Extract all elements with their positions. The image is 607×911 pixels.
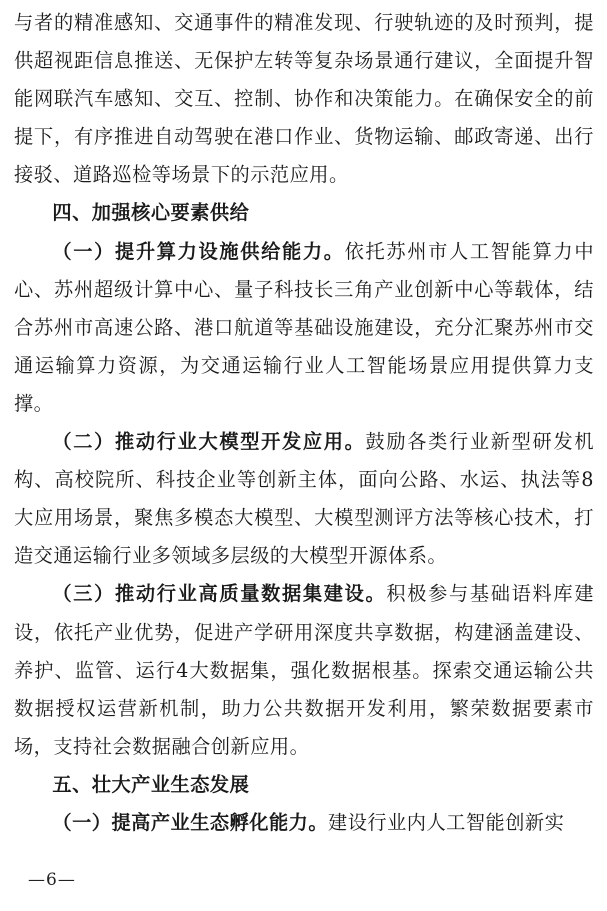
body-paragraph-4-1 [14, 233, 594, 423]
paragraph-text: 鼓励各类行业新型研发机构、高校院所、科技企业等创新主体，面向公路、水运、执法等8大应用场景，聚焦多模态大模型、大模型测评方法等核心技术，打造交通运输行业多领域多层级的大模型开源体系。 [14, 430, 595, 568]
body-paragraph-continuation [14, 4, 594, 194]
document-body [14, 4, 594, 842]
body-paragraph-4-3 [14, 575, 594, 765]
paragraph-text: 与者的精准感知、交通事件的精准发现、行驶轨迹的及时预判，提供超视距信息推送、无保护左转等复杂场景通行建议，全面提升智能网联汽车感知、交互、控制、协作和决策能力。在确保安全的前提下，有序推进自动驾驶在港口作业、货物运输、邮政寄递、出行接驳、道路巡检等场景下的示范应用。 [14, 11, 594, 187]
section-heading-5: 五、壮大产业生态发展 [52, 772, 250, 796]
paragraph-lead-heading: （三）推动行业高质量数据集建设。 [52, 582, 387, 606]
paragraph-text: 积极参与基础语料库建设，依托产业优势，促进产学研用深度共享数据，构建涵盖建设、养护、监管、运行4大数据集，强化数据根基。探索交通运输公共数据授权运营新机制，助力公共数据开发利用，繁荣数据要素市场，支持社会数据融合创新应用。 [14, 582, 595, 758]
paragraph-lead-heading: （二）推动行业大模型开发应用。 [52, 430, 366, 454]
body-paragraph-4-2 [14, 423, 594, 575]
body-paragraph-5-1 [14, 804, 594, 842]
paragraph-lead-heading: （一）提高产业生态孵化能力。 [52, 810, 329, 834]
section-heading-4: 四、加强核心要素供给 [52, 201, 250, 225]
paragraph-text: 建设行业内人工智能创新实 [328, 810, 565, 834]
paragraph-lead-heading: （一）提升算力设施供给能力。 [52, 239, 345, 263]
page-number: —6— [28, 870, 76, 890]
paragraph-text: 依托苏州市人工智能算力中心、苏州超级计算中心、量子科技长三角产业创新中心等载体，结合苏州市高速公路、港口航道等基础设施建设，充分汇聚苏州市交通运输算力资源，为交通运输行业人工智能场景应用提供算力支撑。 [14, 239, 595, 415]
